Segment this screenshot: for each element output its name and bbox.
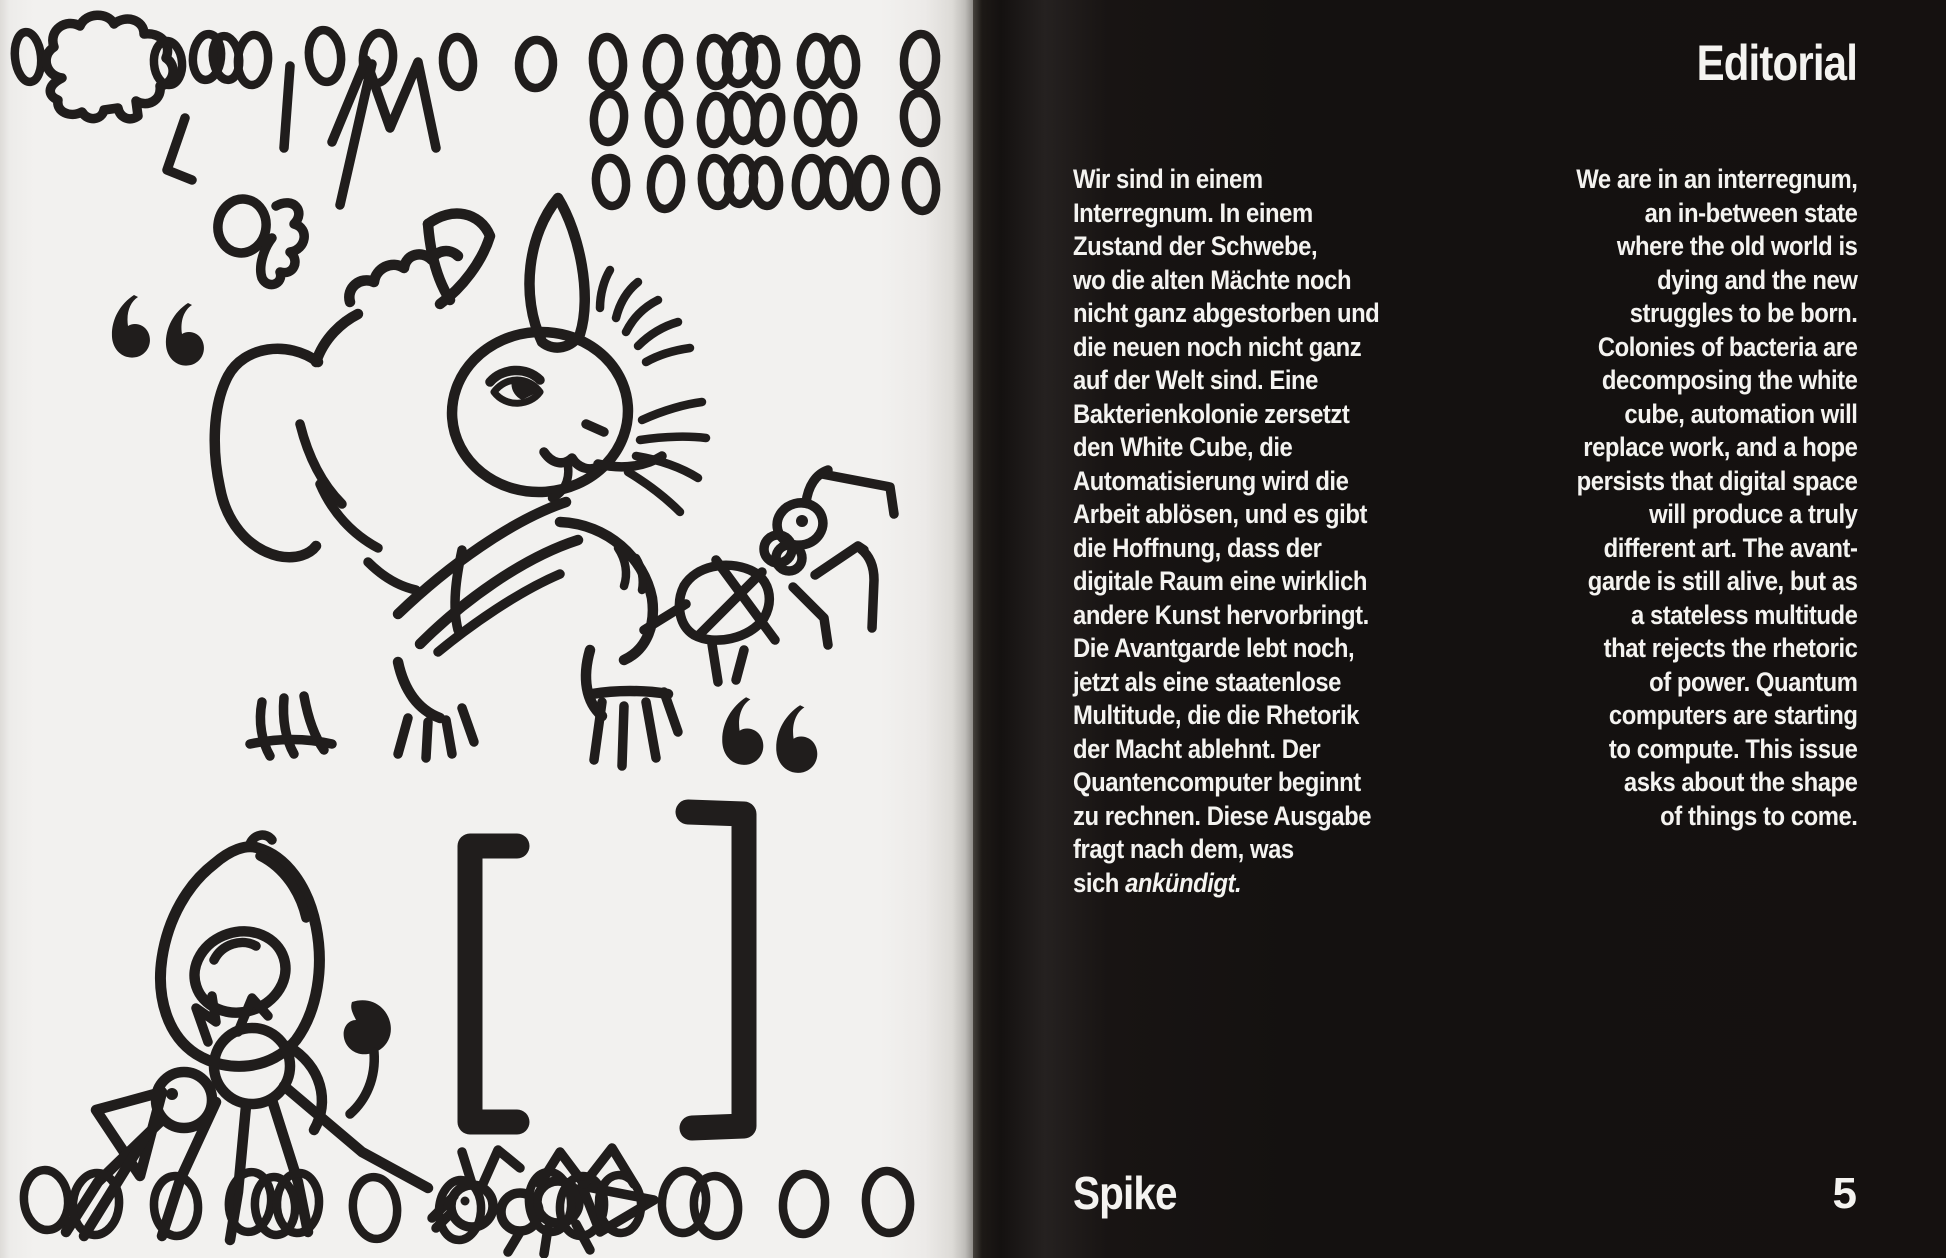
- text-line: that rejects the rhetoric: [1603, 633, 1857, 663]
- text-line: where the old world is: [1616, 231, 1857, 261]
- editorial-text-english: [1576, 163, 1857, 833]
- text-line: fragt nach dem, was: [1073, 834, 1294, 864]
- text-line: Colonies of bacteria are: [1597, 331, 1857, 362]
- text-line: a stateless multitude: [1630, 599, 1857, 630]
- text-line: struggles to be born.: [1629, 298, 1857, 328]
- text-line: We are in an interregnum,: [1575, 164, 1857, 194]
- text-line: den White Cube, die: [1073, 432, 1293, 462]
- rabbit-icon: [215, 198, 706, 766]
- text-line: computers are starting: [1608, 700, 1857, 730]
- text-line: to compute. This issue: [1608, 733, 1857, 764]
- text-line: jetzt als eine staatenlose: [1073, 666, 1342, 697]
- loop-scribble-icon: [214, 195, 305, 284]
- ant-icon: [644, 470, 894, 682]
- text-line: nicht ganz abgestorben und: [1073, 298, 1380, 328]
- text-line: will produce a truly: [1648, 499, 1857, 529]
- text-line: Quantencomputer beginnt: [1073, 767, 1361, 797]
- circle-grid-icon: [591, 33, 938, 212]
- text-line: Multitude, die die Rhetorik: [1073, 700, 1359, 730]
- text-line: die Hoffnung, dass der: [1073, 532, 1322, 563]
- text-line: auf der Welt sind. Eine: [1073, 365, 1318, 395]
- editorial-text-german: [1073, 163, 1379, 900]
- text-line: of things to come.: [1659, 800, 1857, 831]
- text-line: Wir sind in einem: [1073, 164, 1263, 194]
- text-line: der Macht ablehnt. Der: [1073, 733, 1321, 764]
- german-lines: [1073, 163, 1379, 867]
- text-line: persists that digital space: [1576, 465, 1857, 496]
- text-line: wo die alten Mächte noch: [1073, 264, 1352, 295]
- text-line: dying and the new: [1656, 264, 1857, 295]
- right-page-editorial: [973, 0, 1946, 1258]
- page-title: Editorial: [1696, 35, 1857, 91]
- text-line: cube, automation will: [1623, 398, 1857, 429]
- text-line: Bakterienkolonie zersetzt: [1073, 398, 1350, 429]
- text-line: asks about the shape: [1623, 767, 1857, 797]
- text-line: Die Avantgarde lebt noch,: [1073, 633, 1355, 663]
- text-line: andere Kunst hervorbringt.: [1073, 599, 1369, 630]
- right-bracket-icon: [688, 812, 744, 1128]
- text-line: Interregnum. In einem: [1073, 197, 1313, 228]
- editor-signature: Spike: [1073, 1167, 1177, 1219]
- text-line: die neuen noch nicht ganz: [1073, 331, 1362, 362]
- german-last-line: [1073, 867, 1379, 901]
- german-last-line-italic: ankündigt.: [1125, 867, 1242, 898]
- left-bracket-icon: [470, 846, 517, 1122]
- page-number: 5: [1832, 1169, 1857, 1218]
- text-line: replace work, and a hope: [1582, 432, 1857, 462]
- comma-icon: [344, 1000, 391, 1114]
- text-line: of power. Quantum: [1648, 666, 1857, 697]
- text-line: different art. The avant-: [1603, 532, 1857, 563]
- text-line: decomposing the white: [1601, 365, 1857, 395]
- text-line: garde is still alive, but as: [1587, 566, 1857, 596]
- closing-quote-icon: [722, 697, 817, 773]
- text-line: Arbeit ablösen, und es gibt: [1073, 499, 1367, 529]
- text-line: an in-between state: [1644, 197, 1857, 228]
- text-line: Automatisierung wird die: [1073, 465, 1349, 496]
- oval-icon: [12, 31, 43, 83]
- opening-quote-icon: [112, 295, 204, 366]
- text-line: zu rechnen. Diese Ausgabe: [1073, 800, 1372, 831]
- text-line: Zustand der Schwebe,: [1073, 231, 1318, 261]
- german-last-line-prefix: sich: [1073, 867, 1126, 898]
- text-line: digitale Raum eine wirklich: [1073, 566, 1368, 596]
